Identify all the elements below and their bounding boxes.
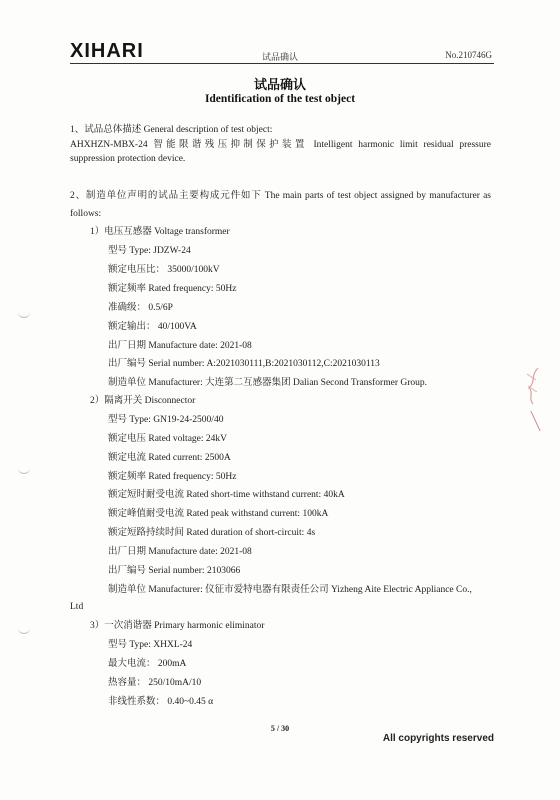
spec-value: 大连第二互感器集团 Dalian Second Transformer Group. [205,378,428,388]
spec-value: GN19-24-2500/40 [153,415,224,425]
spec-value: 0.40~0.45 α [167,697,214,707]
spec-row [108,471,236,483]
company-logo: XIHARI [70,40,144,62]
report-number: No.210746G [445,50,492,60]
spec-label: 出厂编号 Serial number: [108,359,205,369]
spec-value: 40kA [323,490,345,500]
spec-label: 最大电流： [108,659,156,669]
spec-value: 4s [306,528,316,538]
spec-row [108,302,173,314]
spec-row [108,452,231,464]
spec-value: A:2021030111,B:2021030112,C:2021030113 [206,359,380,369]
spec-label: 额定频率 Rated frequency: [108,284,214,294]
spec-value: 2021-08 [220,547,252,557]
spec-value: 100kA [302,509,329,519]
spec-value: 50Hz [215,472,237,482]
spec-label: 额定电压 Rated voltage: [108,434,204,444]
page-title-en: Identification of the test object [204,93,356,105]
red-stamp-icon [524,366,542,406]
page-title-zh: 试品确认 [253,78,306,93]
spec-continuation: Ltd [70,602,84,612]
spec-label: 型号 Type: [108,246,151,256]
spec-row [108,414,223,426]
spec-row [108,546,252,558]
spec-row [108,283,236,295]
section-1-heading: 1、试品总体描述 General description of test object: [70,125,273,135]
component-harmonic-eliminator-title: 3）一次消谐器 Primary harmonic eliminator [90,621,265,631]
spec-value: 40/100VA [157,322,197,332]
spec-row [108,321,197,333]
spec-value: JDZW-24 [153,246,191,256]
spec-row [108,264,220,276]
punch-hole-mark [18,468,30,474]
margin-mark [530,411,540,431]
copyright-notice: All copyrights reserved [382,733,494,744]
spec-row [108,340,252,352]
spec-label: 出厂日期 Manufacture date: [108,547,218,557]
header-divider [70,63,494,64]
page-number: 5 / 30 [270,724,290,733]
spec-row [108,658,186,670]
spec-label: 额定短路持续时间 Rated duration of short-circuit: [108,528,305,538]
spec-value: 仪征市爱特电器有限责任公司 Yizheng Aite Electric Appliance Co., [205,585,472,595]
header-title: 试品确认 [261,53,298,63]
spec-row [108,639,192,651]
spec-row [108,584,472,596]
spec-row [108,696,213,708]
spec-value: 0.5/6P [148,303,173,313]
punch-hole-mark [18,312,30,318]
spec-row [108,377,427,389]
spec-value: 35000/100kV [167,265,220,275]
spec-value: 50Hz [215,284,237,294]
spec-label: 型号 Type: [108,640,151,650]
spec-value: 2021-08 [220,341,252,351]
spec-label: 额定短时耐受电流 Rated short-time withstand current: [108,490,322,500]
spec-label: 额定电压比： [108,265,166,275]
component-voltage-transformer-title: 1）电压互感器 Voltage transformer [90,227,230,237]
spec-row [108,358,380,370]
section-1-description-line-2: suppression protection device. [70,154,186,164]
spec-value: 2500A [204,453,231,463]
spec-label: 准确级： [108,303,147,313]
punch-hole-mark [18,628,30,634]
spec-row [108,677,201,689]
spec-row [108,508,328,520]
spec-row [108,433,227,445]
component-disconnector-title: 2）隔离开关 Disconnector [90,396,196,406]
spec-label: 出厂日期 Manufacture date: [108,341,218,351]
spec-label: 额定频率 Rated frequency: [108,472,214,482]
spec-label: 出厂编号 Serial number: [108,566,205,576]
spec-row [108,565,240,577]
spec-value: XHXL-24 [153,640,193,650]
spec-row [108,527,315,539]
spec-row [108,489,345,501]
spec-value: 24kV [205,434,228,444]
spec-value: 250/10mA/10 [148,678,202,688]
section-2-heading-line-2: follows: [70,209,102,219]
spec-label: 非线性系数： [108,697,166,707]
section-2-heading-line-1: 2、制造单位声明的试品主要构成元件如下 The main parts of test object assigned by manufacturer as [70,191,491,201]
spec-value: 2103066 [206,566,241,576]
spec-label: 型号 Type: [108,415,151,425]
section-1-description-line-1: AHXHZN-MBX-24 智能限谐残压抑制保护装置 Intelligent harmonic limit residual pressure [70,140,491,150]
spec-label: 制造单位 Manufacturer: [108,585,203,595]
spec-label: 额定输出： [108,322,156,332]
spec-value: 200mA [157,659,187,669]
spec-label: 额定电流 Rated current: [108,453,203,463]
spec-row [108,245,191,257]
spec-label: 制造单位 Manufacturer: [108,378,203,388]
spec-label: 热容量： [108,678,147,688]
spec-label: 额定峰值耐受电流 Rated peak withstand current: [108,509,301,519]
